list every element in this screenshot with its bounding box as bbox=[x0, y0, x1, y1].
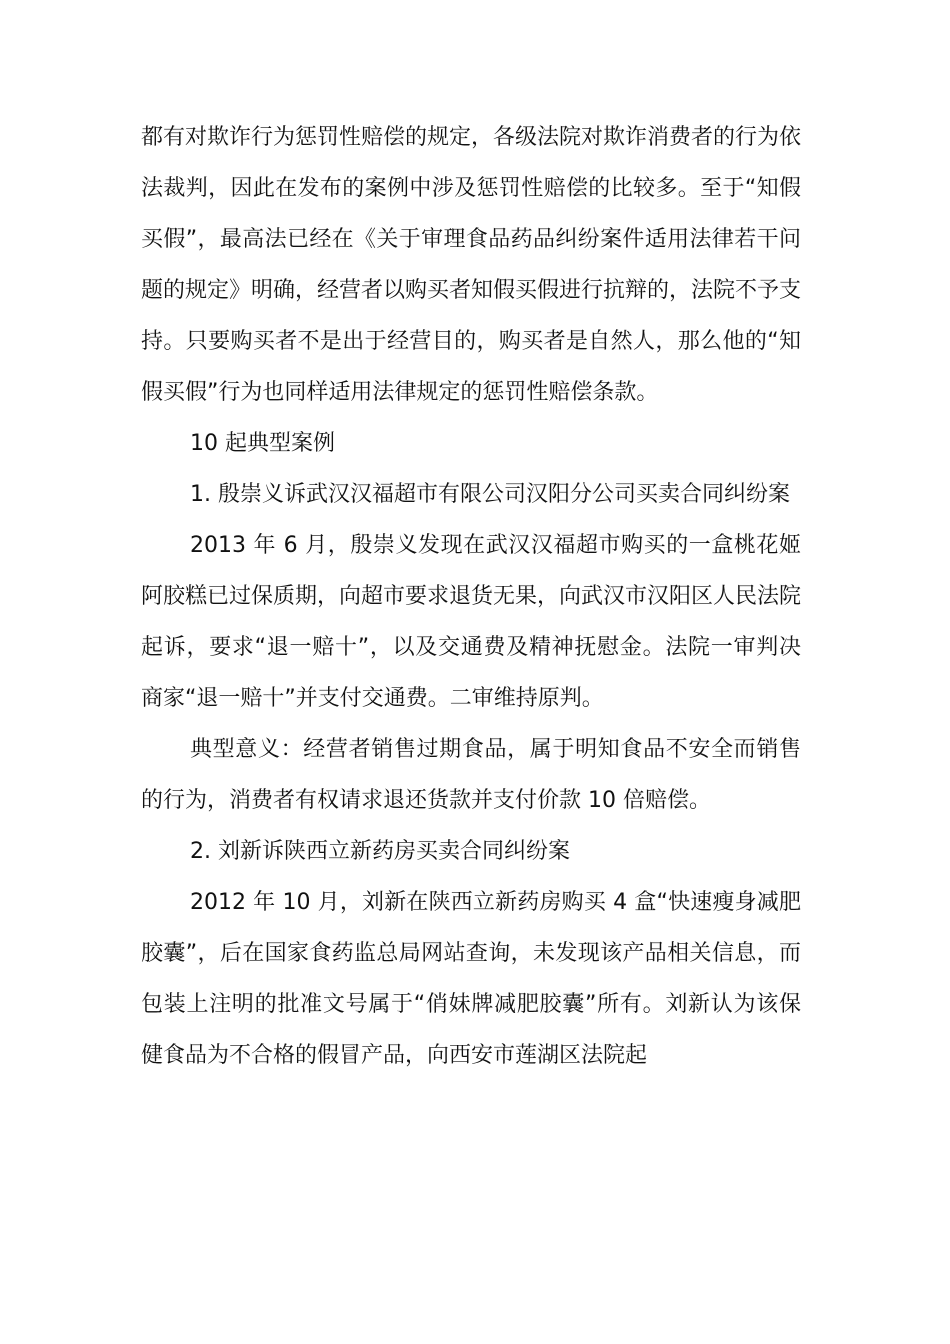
section-heading: 10 起典型案例 bbox=[190, 431, 335, 456]
case-body-2: 2012 年 10 月，刘新在陕西立新药房购买 4 盒“快速瘦身减肥胶囊”，后在国家食药监总局网站查询，未发现该产品相关信息，而包装上注明的批准文号属于“俏妹牌减肥胶囊”所有。刘新认为该保健食品为不合格的假冒产品，向西安市莲湖区法院起 bbox=[141, 890, 801, 1068]
paragraph-intro: 都有对欺诈行为惩罚性赔偿的规定，各级法院对欺诈消费者的行为依法裁判，因此在发布的案例中涉及惩罚性赔偿的比较多。至于“知假买假”，最高法已经在《关于审理食品药品纠纷案件适用法律若干问题的规定》明确，经营者以购买者知假买假进行抗辩的，法院不予支持。只要购买者不是出于经营目的，购买者是自然人，那么他的“知假买假”行为也同样适用法律规定的惩罚性赔偿条款。 bbox=[141, 125, 802, 405]
case-title-1: 1. 殷崇义诉武汉汉福超市有限公司汉阳分公司买卖合同纠纷案 bbox=[190, 482, 790, 507]
case-title-2: 2. 刘新诉陕西立新药房买卖合同纠纷案 bbox=[190, 839, 570, 864]
case-body-1: 2013 年 6 月，殷崇义发现在武汉汉福超市购买的一盒桃花姬阿胶糕已过保质期，向超市要求退货无果，向武汉市汉阳区人民法院起诉，要求“退一赔十”，以及交通费及精神抚慰金。法院一审判决商家“退一赔十”并支付交通费。二审维持原判。 bbox=[141, 533, 802, 711]
document-body bbox=[141, 112, 801, 1081]
case-significance-1: 典型意义：经营者销售过期食品，属于明知食品不安全而销售的行为，消费者有权请求退还货款并支付价款 10 倍赔偿。 bbox=[141, 737, 801, 813]
